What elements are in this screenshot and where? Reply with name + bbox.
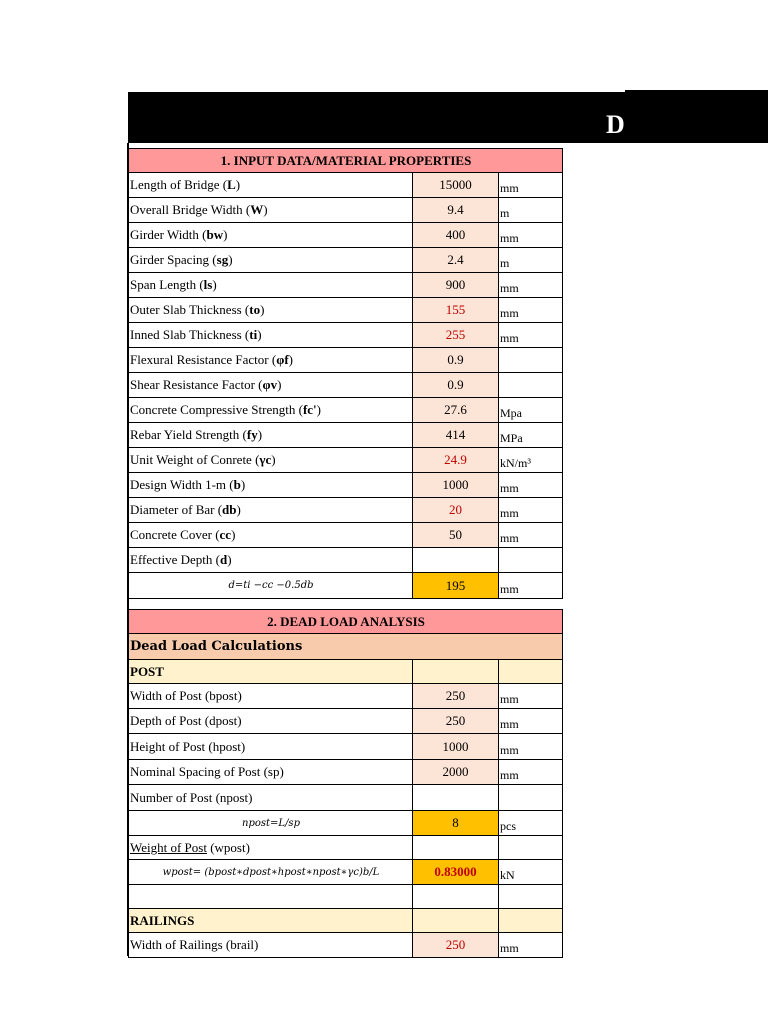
unit-cell: pcs (499, 811, 563, 836)
value-cell[interactable]: 250 (413, 709, 499, 734)
formula-row (129, 860, 563, 885)
table-row: Concrete Compressive Strength (fc') 27.6 Mpa (129, 398, 563, 423)
value-cell[interactable]: 400 (413, 223, 499, 248)
formula-text: wpost= (bpost∗dpost∗hpost∗npost∗γc)b/L (129, 860, 413, 885)
formula-row (129, 573, 563, 599)
group-row (129, 660, 563, 684)
table-row: Nominal Spacing of Post (sp) 2000 mm (129, 760, 563, 785)
table-row: Width of Post (bpost) 250 mm (129, 684, 563, 709)
table-row: Inned Slab Thickness (ti) 255 mm (129, 323, 563, 348)
value-cell[interactable]: 1000 (413, 473, 499, 498)
value-cell[interactable]: 27.6 (413, 398, 499, 423)
banner-stripe (128, 90, 625, 92)
table-row: Flexural Resistance Factor (φf) 0.9 (129, 348, 563, 373)
value-cell[interactable]: 155 (413, 298, 499, 323)
table-row: Girder Spacing (sg) 2.4 m (129, 248, 563, 273)
value-cell[interactable]: 2000 (413, 760, 499, 785)
unit-cell (499, 373, 563, 398)
value-cell[interactable]: 20 (413, 498, 499, 523)
dead-load-table (128, 609, 563, 958)
unit-cell: kN/m³ (499, 448, 563, 473)
unit-cell (499, 548, 563, 573)
unit-cell: MPa (499, 423, 563, 448)
value-cell[interactable]: 255 (413, 323, 499, 348)
unit-cell (499, 785, 563, 811)
unit-cell: mm (499, 734, 563, 760)
unit-cell: mm (499, 523, 563, 548)
table-row: Height of Post (hpost) 1000 mm (129, 734, 563, 760)
value-cell[interactable]: 9.4 (413, 198, 499, 223)
unit-cell: mm (499, 173, 563, 198)
input-data-table (128, 148, 563, 599)
group-row (129, 909, 563, 933)
table-row (129, 885, 563, 909)
value-cell[interactable]: 15000 (413, 173, 499, 198)
unit-cell: m (499, 248, 563, 273)
value-cell[interactable]: 0.9 (413, 348, 499, 373)
unit-cell (499, 348, 563, 373)
table-row: Unit Weight of Conrete (γc) 24.9 kN/m³ (129, 448, 563, 473)
value-cell[interactable] (413, 548, 499, 573)
value-cell[interactable] (413, 785, 499, 811)
group-title: POST (129, 660, 413, 684)
section1-title: 1. INPUT DATA/MATERIAL PROPERTIES (129, 149, 563, 173)
unit-cell: mm (499, 323, 563, 348)
subsection-title: Dead Load Calculations (129, 634, 563, 660)
unit-cell: mm (499, 298, 563, 323)
section2-title: 2. DEAD LOAD ANALYSIS (129, 610, 563, 634)
table-row: Overall Bridge Width (W) 9.4 m (129, 198, 563, 223)
table-row: Girder Width (bw) 400 mm (129, 223, 563, 248)
title-text: D (606, 110, 625, 139)
value-cell[interactable]: 250 (413, 684, 499, 709)
weight-of-post-link[interactable]: Weight of Post (130, 839, 207, 855)
value-cell[interactable]: 900 (413, 273, 499, 298)
value-cell[interactable]: 50 (413, 523, 499, 548)
title-banner (128, 90, 768, 143)
value-cell[interactable]: 1000 (413, 734, 499, 760)
unit-cell: mm (499, 223, 563, 248)
table-row: Concrete Cover (cc) 50 mm (129, 523, 563, 548)
unit-cell: Mpa (499, 398, 563, 423)
table-row: Width of Railings (brail) 250 mm (129, 933, 563, 958)
unit-cell: mm (499, 473, 563, 498)
unit-cell: m (499, 198, 563, 223)
table-row: Diameter of Bar (db) 20 mm (129, 498, 563, 523)
value-cell[interactable]: 24.9 (413, 448, 499, 473)
unit-cell: mm (499, 498, 563, 523)
computed-value: 195 (413, 573, 499, 599)
computed-value: 0.83000 (413, 860, 499, 885)
formula-text: npost=L/sp (129, 811, 413, 836)
value-cell[interactable]: 414 (413, 423, 499, 448)
unit-cell: kN (499, 860, 563, 885)
group-title: RAILINGS (129, 909, 413, 933)
formula-row (129, 811, 563, 836)
table-row: Span Length (ls) 900 mm (129, 273, 563, 298)
table-row: Length of Bridge (L) 15000 mm (129, 173, 563, 198)
computed-value: 8 (413, 811, 499, 836)
unit-cell: mm (499, 684, 563, 709)
table-row: Shear Resistance Factor (φv) 0.9 (129, 373, 563, 398)
table-row: Outer Slab Thickness (to) 155 mm (129, 298, 563, 323)
formula-text: d=ti −cc −0.5db (129, 573, 413, 599)
unit-cell: mm (499, 760, 563, 785)
table-row: Effective Depth (d) (129, 548, 563, 573)
value-cell[interactable]: 2.4 (413, 248, 499, 273)
unit-cell: mm (499, 933, 563, 958)
table-row: Design Width 1-m (b) 1000 mm (129, 473, 563, 498)
unit-cell: mm (499, 273, 563, 298)
value-cell[interactable]: 0.9 (413, 373, 499, 398)
table-row: Rebar Yield Strength (fy) 414 MPa (129, 423, 563, 448)
table-row: Number of Post (npost) (129, 785, 563, 811)
unit-cell: mm (499, 573, 563, 599)
table-row: Depth of Post (dpost) 250 mm (129, 709, 563, 734)
table-row: Weight of Post (wpost) (129, 836, 563, 860)
unit-cell: mm (499, 709, 563, 734)
value-cell[interactable]: 250 (413, 933, 499, 958)
